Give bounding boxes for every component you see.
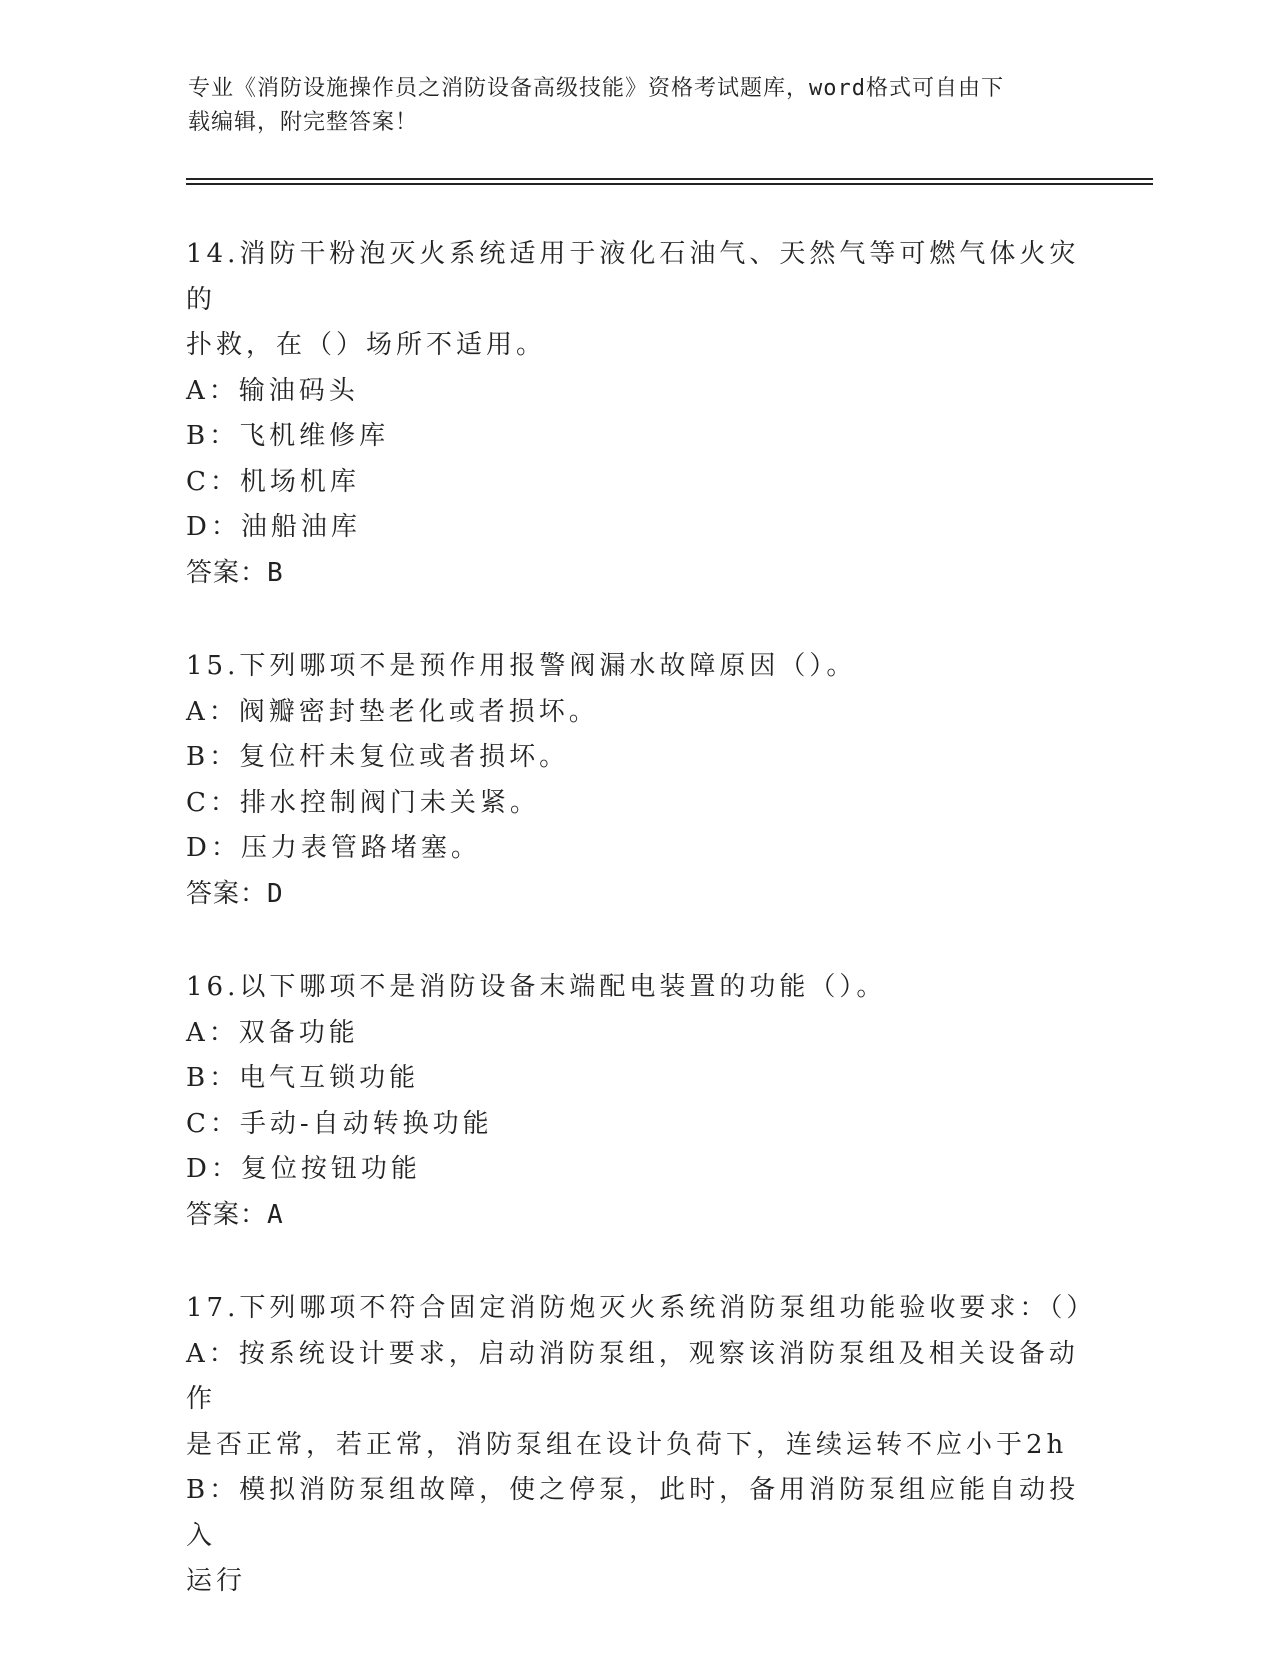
option-a-continued: 是否正常，若正常，消防泵组在设计负荷下，连续运转不应小于2h	[186, 1429, 1068, 1460]
question-stem: 15.下列哪项不是预作用报警阀漏水故障原因（）。	[186, 651, 857, 681]
question-stem: 14.消防干粉泡灭火系统适用于液化石油气、天然气等可燃气体火灾的	[186, 239, 1080, 315]
intro-line-1: 专业《消防设施操作员之消防设备高级技能》资格考试题库，word格式可自由下	[188, 76, 1004, 101]
option-c: C：机场机库	[186, 466, 360, 497]
option-d: D：油船油库	[186, 512, 361, 542]
option-a: A：双备功能	[186, 1017, 359, 1048]
header-divider-bottom	[186, 183, 1153, 185]
option-d: D：压力表管路堵塞。	[186, 833, 481, 863]
answer	[186, 1193, 1086, 1239]
option-b: B：复位杆未复位或者损坏。	[186, 742, 570, 772]
question-15	[186, 644, 1086, 917]
question-17	[186, 1286, 1097, 1605]
option-c: C：手动-自动转换功能	[186, 1108, 493, 1139]
answer	[186, 551, 1086, 597]
answer	[186, 872, 1086, 918]
answer-label: 答案：	[186, 878, 268, 909]
answer-label: 答案：	[186, 557, 268, 588]
document-intro	[188, 72, 1088, 140]
question-stem: 扑救，在（）场所不适用。	[186, 330, 547, 360]
answer-value: B	[267, 557, 284, 588]
question-16	[186, 965, 1086, 1238]
question-list	[186, 232, 1097, 1653]
question-14	[186, 232, 1086, 596]
answer-value: A	[267, 1199, 284, 1230]
answer-label: 答案：	[186, 1199, 268, 1230]
option-b-continued: 运行	[186, 1566, 247, 1596]
option-a: A：按系统设计要求，启动消防泵组，观察该消防泵组及相关设备动作	[186, 1338, 1079, 1414]
option-c: C：排水控制阀门未关紧。	[186, 787, 540, 818]
intro-line-2: 载编辑，附完整答案！	[188, 110, 419, 135]
option-a: A：阀瓣密封垫老化或者损坏。	[186, 696, 599, 727]
option-b: B：模拟消防泵组故障，使之停泵，此时，备用消防泵组应能自动投入	[186, 1475, 1080, 1551]
question-stem: 17.下列哪项不符合固定消防炮灭火系统消防泵组功能验收要求：（）	[186, 1293, 1097, 1323]
header-divider-top	[186, 178, 1153, 180]
option-b: B：飞机维修库	[186, 421, 390, 451]
question-stem: 16.以下哪项不是消防设备末端配电装置的功能（）。	[186, 972, 887, 1002]
option-a: A：输油码头	[186, 375, 359, 406]
option-d: D：复位按钮功能	[186, 1154, 421, 1184]
answer-value: D	[267, 878, 284, 909]
option-b: B：电气互锁功能	[186, 1063, 420, 1093]
